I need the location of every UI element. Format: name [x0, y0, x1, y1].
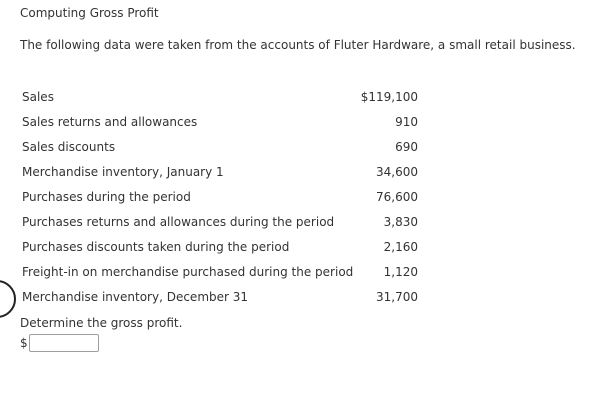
gross-profit-input[interactable]	[29, 334, 99, 352]
table-row	[22, 134, 418, 159]
row-label: Sales discounts	[22, 139, 116, 154]
row-value: 1,120	[383, 264, 418, 279]
gross-profit-answer-row	[20, 334, 99, 352]
account-data-table	[22, 84, 418, 309]
table-row	[22, 84, 418, 109]
row-value: 910	[395, 114, 418, 129]
table-row	[22, 259, 418, 284]
row-label: Merchandise inventory, January 1	[22, 164, 224, 179]
row-value: 31,700	[376, 289, 418, 304]
page-title: Computing Gross Profit	[20, 6, 159, 20]
row-label: Merchandise inventory, December 31	[22, 289, 249, 304]
row-value: 34,600	[376, 164, 418, 179]
row-label: Purchases returns and allowances during the period	[22, 214, 335, 229]
question-prompt: Determine the gross profit.	[20, 316, 183, 330]
problem-intro: The following data were taken from the accounts of Fluter Hardware, a small retail business.	[20, 38, 576, 52]
row-label: Freight-in on merchandise purchased during the period	[22, 264, 354, 279]
row-value: 690	[395, 139, 418, 154]
row-label: Purchases discounts taken during the period	[22, 239, 290, 254]
row-value: 76,600	[376, 189, 418, 204]
row-value: 3,830	[383, 214, 418, 229]
row-label: Sales returns and allowances	[22, 114, 198, 129]
table-row	[22, 234, 418, 259]
row-label: Purchases during the period	[22, 189, 191, 204]
nav-circle-marker[interactable]	[0, 280, 16, 318]
row-label: Sales	[22, 89, 54, 104]
row-value: 2,160	[383, 239, 418, 254]
table-row	[22, 284, 418, 309]
table-row	[22, 184, 418, 209]
table-row	[22, 159, 418, 184]
row-value: $119,100	[360, 89, 418, 104]
table-row	[22, 109, 418, 134]
currency-symbol: $	[20, 336, 28, 350]
table-row	[22, 209, 418, 234]
